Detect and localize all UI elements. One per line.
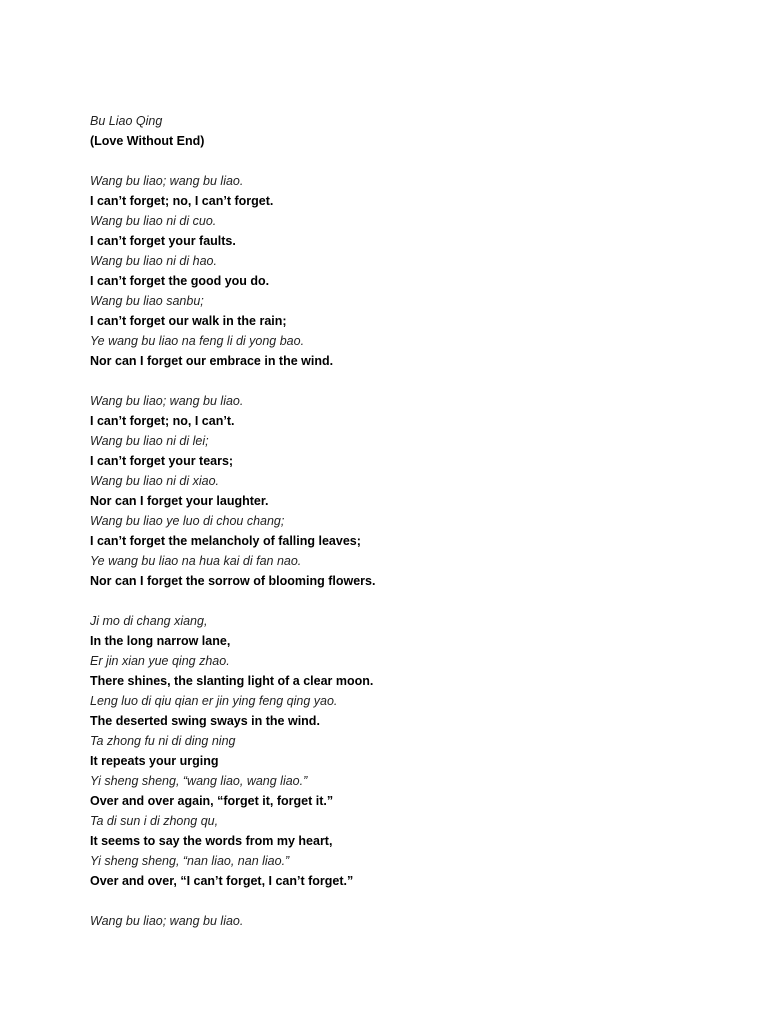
english-line: Over and over, “I can’t forget, I can’t forget.” xyxy=(90,874,354,888)
pinyin-line: Ji mo di chang xiang, xyxy=(90,614,208,628)
english-line: I can’t forget the good you do. xyxy=(90,274,270,288)
english-line: I can’t forget the melancholy of falling leaves; xyxy=(90,534,361,548)
pinyin-line: Ye wang bu liao na hua kai di fan nao. xyxy=(90,554,302,568)
title-english: (Love Without End) xyxy=(90,134,205,148)
english-line: I can’t forget your tears; xyxy=(90,454,234,468)
pinyin-line: Ye wang bu liao na feng li di yong bao. xyxy=(90,334,305,348)
stanza-gap xyxy=(90,151,730,171)
pinyin-line: Wang bu liao ni di hao. xyxy=(90,254,217,268)
pinyin-line: Wang bu liao ni di xiao. xyxy=(90,474,220,488)
pinyin-line: Er jin xian yue qing zhao. xyxy=(90,654,230,668)
english-line: I can’t forget your faults. xyxy=(90,234,236,248)
english-line: Nor can I forget your laughter. xyxy=(90,494,269,508)
english-line: It repeats your urging xyxy=(90,754,219,768)
pinyin-line: Yi sheng sheng, “wang liao, wang liao.” xyxy=(90,774,308,788)
stanza-3 xyxy=(90,611,730,891)
stanza-2 xyxy=(90,391,730,591)
stanza-gap xyxy=(90,591,730,611)
pinyin-line: Wang bu liao; wang bu liao. xyxy=(90,174,244,188)
english-line: I can’t forget; no, I can’t forget. xyxy=(90,194,274,208)
pinyin-line: Wang bu liao; wang bu liao. xyxy=(90,394,244,408)
english-line: There shines, the slanting light of a clear moon. xyxy=(90,674,374,688)
title-pinyin: Bu Liao Qing xyxy=(90,114,163,128)
document-page xyxy=(90,111,730,931)
pinyin-line: Wang bu liao ye luo di chou chang; xyxy=(90,514,285,528)
pinyin-line: Wang bu liao sanbu; xyxy=(90,294,204,308)
poem-body xyxy=(90,171,730,931)
english-line: Nor can I forget our embrace in the wind. xyxy=(90,354,334,368)
pinyin-line: Wang bu liao ni di cuo. xyxy=(90,214,217,228)
stanza-gap xyxy=(90,371,730,391)
pinyin-line: Wang bu liao; wang bu liao. xyxy=(90,914,244,928)
english-line: I can’t forget; no, I can’t. xyxy=(90,414,235,428)
pinyin-line: Ta di sun i di zhong qu, xyxy=(90,814,219,828)
pinyin-line: Yi sheng sheng, “nan liao, nan liao.” xyxy=(90,854,290,868)
stanza-gap xyxy=(90,891,730,911)
english-line: I can’t forget our walk in the rain; xyxy=(90,314,287,328)
english-line: It seems to say the words from my heart, xyxy=(90,834,333,848)
pinyin-line: Wang bu liao ni di lei; xyxy=(90,434,209,448)
english-line: The deserted swing sways in the wind. xyxy=(90,714,320,728)
english-line: Over and over again, “forget it, forget it.” xyxy=(90,794,334,808)
pinyin-line: Leng luo di qiu qian er jin ying feng qing yao. xyxy=(90,694,338,708)
pinyin-line: Ta zhong fu ni di ding ning xyxy=(90,734,236,748)
english-line: In the long narrow lane, xyxy=(90,634,231,648)
stanza-4 xyxy=(90,911,730,931)
english-line: Nor can I forget the sorrow of blooming flowers. xyxy=(90,574,376,588)
stanza-1 xyxy=(90,171,730,371)
